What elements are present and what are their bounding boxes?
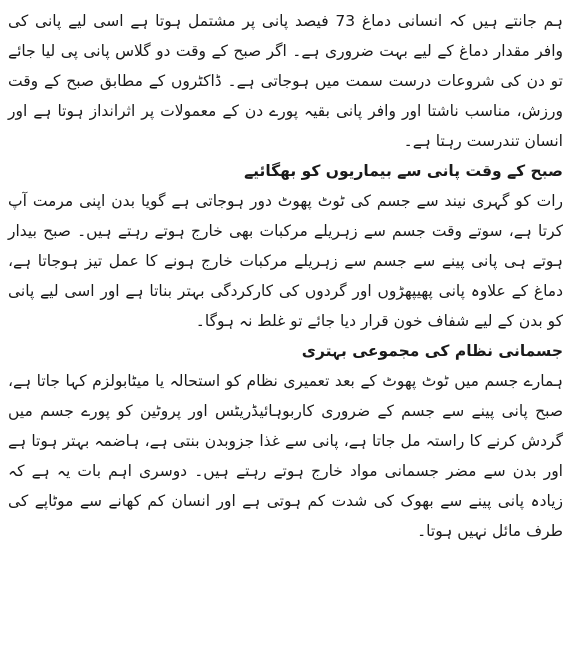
section-heading-morning-water: صبح کے وقت پانی سے بیماریوں کو بھگائیے <box>244 162 563 180</box>
section-heading-body-system: جسمانی نظام کی مجموعی بہتری <box>301 342 563 360</box>
section-paragraph-sleep-toxins: رات کو گہری نیند سے جسم کی ٹوٹ پھوٹ دور ہوجاتی ہے گویا بدن اپنی مرمت آپ کرتا ہے، سوتے وقت جسم سے زہریلے مرکبات بھی خارج ہوتے رہتے ہیں۔ صبح بیدار ہوتے ہی پانی پینے سے جسم سے زہریلے مرکبات خارج ہونے کا عمل تیز ہوجاتا ہے، دماغ کے علاوہ پانی پھیپھڑوں اور گردوں کی کارکردگی بہتر بناتا ہے اور اسی لیے پانی کو بدن کے لیے شفاف خون قرار دیا جائے تو غلط نہ ہوگا۔ <box>8 192 563 330</box>
intro-paragraph: ہم جانتے ہیں کہ انسانی دماغ 73 فیصد پانی پر مشتمل ہوتا ہے اسی لیے پانی کی وافر مقدار دماغ کے لیے بہت ضروری ہے۔ اگر صبح کے وقت دو گلاس پانی پی لیا جائے تو دن کی شروعات درست سمت میں ہوجاتی ہے۔ ڈاکٹروں کے مطابق صبح کے وقت ورزش، مناسب ناشتا اور وافر پانی بقیہ پورے دن کے معمولات پر اثرانداز ہوتا ہے اور انسان تندرست رہتا ہے۔ <box>8 12 563 150</box>
section-paragraph-metabolism: ہمارے جسم میں ٹوٹ پھوٹ کے بعد تعمیری نظام کو استحالہ یا میٹابولزم کہا جاتا ہے، صبح پانی پینے سے جسم کے ضروری کاربوہائیڈریٹس اور پروٹین کو پورے جسم میں گردش کرنے کا راستہ مل جاتا ہے، پانی سے غذا جزوبدن بنتی ہے، ہاضمہ بہتر ہوتا ہے اور بدن سے مضر جسمانی مواد خارج ہوتے رہتے ہیں۔ دوسری اہم بات یہ ہے کہ زیادہ پانی پینے سے بھوک کی شدت کم ہوتی ہے اور انسان کم کھانے سے موٹاپے کی طرف مائل نہیں ہوتا۔ <box>8 372 563 540</box>
